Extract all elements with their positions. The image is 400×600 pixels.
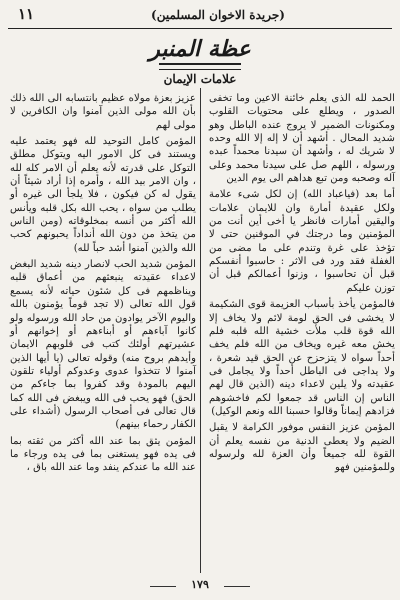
title-ornament: [159, 63, 241, 70]
paragraph: المؤمن كامل التوحيد لله فهو يعتمد عليه ويستند فى كل الامور اليه ويتوكل مطلق التوكل على قدرته لأنه يعلم أن الامر كله لله ، وان الامر بيد الله ، وأمره إذا أراد شيئاً أن يقول له كن فيكون ، فلا يلجأ الى غيره أو يطلب من سواه ، يحب الله بكل قلبه ويأنس الله أكثر من أنسه بمخلوقاته (ومن الناس من يتخذ من دون الله أنداداً يحبونهم كحب الله والذين آمنوا أشد حباً لله): [10, 136, 196, 254]
paragraph: المؤمن يثق بما عند الله أكثر من ثقته بما فى يده فهو يستغنى بما فى يده ورجاء ما عند الله ما عندكم ينفد وما عند الله باق ،: [10, 435, 196, 474]
header-page-number: ١١: [18, 5, 35, 23]
article-heading: عظة المنبر: [149, 36, 251, 62]
column-divider: [200, 88, 201, 573]
paragraph: فالمؤمن يأخذ بأسباب العزيمة قوى الشكيمة لا يخشى فى الحق لومة لائم ولا يخاف إلا الله قوة قلب ملأت خشية الله قلبه فلم يخش معه غيره ويخاف من الله فلم يخف أحداً سواه لا يتزحزح عن الحق قيد شعرة ، ولا يداجى فى الباطل أحداً ولا يجامل فى عقيدته ولا يلين لاعداء دينه (الذين قال لهم الناس إن الناس قد جمعوا لكم فاخشوهم فزادهم إيماناً وقالوا حسبنا الله ونعم الوكيل): [209, 299, 395, 417]
text-column-left: [10, 92, 196, 475]
paragraph: الحمد لله الذى يعلم خائنة الاعين وما تخفى الصدور ، ويطلع على محتويات القلوب ومكنونات الضمير لا يروج عنده الباطل وهو شديد المحال . أشهد أن لا إله إلا الله وحده لا شريك له ، وأشهد أن سيدنا محمداً عبده ورسوله ، اللهم صل على سيدنا محمد وعلى آله وصحبه ومن تبع هداهم الى يوم الدين: [209, 93, 395, 185]
text-column-right: [209, 92, 395, 475]
page-header: [8, 4, 392, 29]
paragraph: أما بعد (فياعباد الله) إن لكل شىء علامة ولكل عقيدة أمارة وان للايمان علامات واليقين أمارات فانظر يا أخى أين أنت من المؤمنين وما درجتك في الموقنين حتى لا تؤخذ على غرة وتندم على ما مضى من الغفلة فقد ورد فى الاثر : حاسبوا أنفسكم قبل أن تحاسبوا ، وزنوا أعمالكم قبل أن توزن عليكم: [209, 189, 395, 294]
paragraph: المؤمن شديد الحب لانصار دينه شديد البغض لاعداء عقيدته ينبعثهم من أعماق قلبه ويناظمهم فى كل شئون حياته لأنه يسمع قول الله تعالى (لا تجد قوماً يؤمنون بالله واليوم الآخر يوادون من حاد الله ورسوله ولو كانوا آباءهم أو أبناءهم أو إخوانهم أو عشيرتهم أولئك كتب فى قلوبهم الايمان وأيدهم بروح منه) وقوله تعالى (يا أيها الذين آمنوا لا تتخذوا عدوى وعدوكم أولياء تلقون اليهم بالمودة وقد كفروا بما جاءكم من الحق) فهو يحب فى الله ويبغض فى الله كما قال تعالى فى أصحاب الرسول (أشداء على الكفار رحماء بينهم): [10, 259, 196, 431]
paragraph: المؤمن عزيز النفس موفور الكرامة لا يقبل الضيم ولا يعطى الدنية من نفسه يعلم أن القوة لله جميعاً وأن العزة لله ولرسوله وللمؤمنين فهو: [209, 422, 395, 474]
publication-name: (جريدة الاخوان المسلمين): [151, 8, 285, 22]
footer-page-number: ١٧٩: [150, 578, 250, 594]
paragraph: عزيز بعزة مولاه عظيم بانتسابه الى الله ذلك بأن الله مولى الذين آمنوا وان الكافرين لا مولى لهم: [10, 93, 196, 131]
article-subheading: علامات الإيمان: [163, 72, 237, 86]
article-title-block: [140, 36, 260, 84]
